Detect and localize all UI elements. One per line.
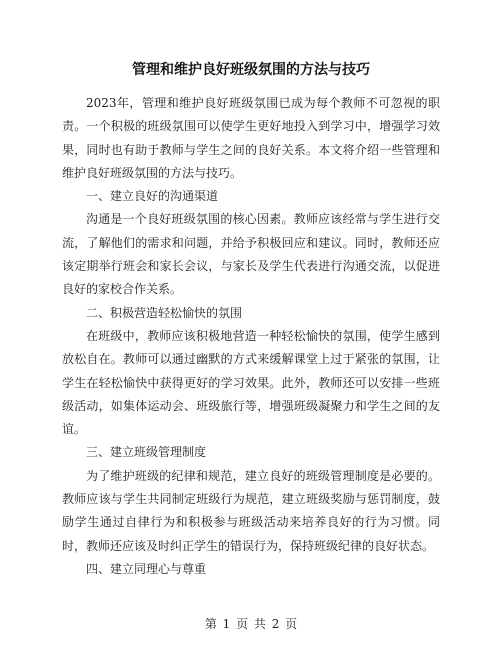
document-title: 管理和维护良好班级氛围的方法与技巧 [132,62,370,78]
section-paragraph-management: 为了维护班级的纪律和规范，建立良好的班级管理制度是必要的。教师应该与学生共同制定班级行为规范，建立班级奖励与惩罚制度，鼓励学生通过自律行为和积极参与班级活动来培养良好的行为习惯。同时，教师还应该及时纠正学生的错误行为，保持班级纪律的良好状态。 [62,468,440,553]
section-heading-management: 三、建立班级管理制度 [86,445,207,460]
document-body [62,92,440,581]
section-heading-atmosphere: 二、积极营造轻松愉快的氛围 [86,305,243,320]
section-heading-empathy: 四、建立同理心与尊重 [86,561,207,576]
intro-paragraph: 2023年，管理和维护良好班级氛围已成为每个教师不可忽视的职责。一个积极的班级氛围可以使学生更好地投入到学习中，增强学习效果，同时也有助于教师与学生之间的良好关系。本文将介绍一些管理和维护良好班级氛围的方法与技巧。 [62,96,440,180]
section-heading-communication: 一、建立良好的沟通渠道 [86,189,219,204]
page-number-footer: 第 1 页 共 2 页 [204,617,298,631]
section-paragraph-atmosphere: 在班级中，教师应该积极地营造一种轻松愉快的氛围，使学生感到放松自在。教师可以通过幽默的方式来缓解课堂上过于紧张的氛围，让学生在轻松愉快中获得更好的学习效果。此外，教师还可以安排一些班级活动，如集体运动会、班级旅行等，增强班级凝聚力和学生之间的友谊。 [62,328,440,437]
section-paragraph-communication: 沟通是一个良好班级氛围的核心因素。教师应该经常与学生进行交流，了解他们的需求和问题，并给予积极回应和建议。同时，教师还应该定期举行班会和家长会议，与家长及学生代表进行沟通交流，以促进良好的家校合作关系。 [62,212,440,297]
